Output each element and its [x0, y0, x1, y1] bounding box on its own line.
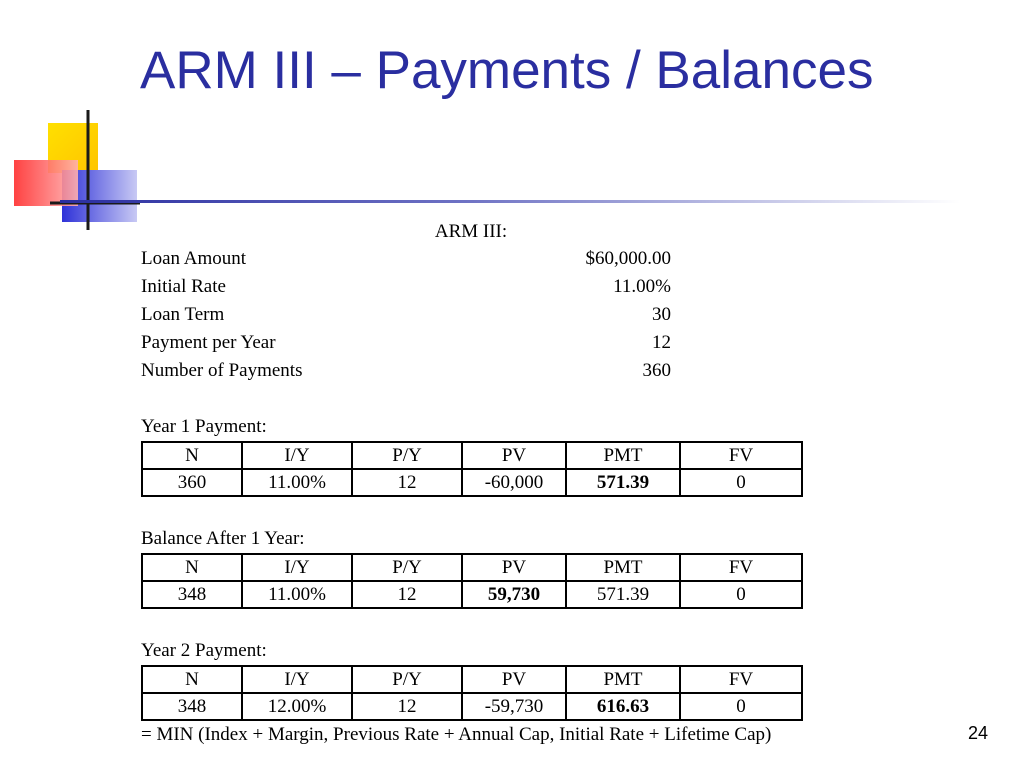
decorative-squares-logo — [0, 0, 140, 230]
loan-value: 30 — [652, 304, 671, 325]
loan-row-number-of-payments — [141, 357, 671, 385]
value-cell: -60,000 — [462, 469, 566, 496]
header-cell: P/Y — [352, 666, 462, 693]
title-divider — [60, 200, 960, 203]
loan-value: 360 — [642, 360, 671, 381]
tvm-table-balance — [141, 553, 803, 609]
loan-heading: ARM III: — [434, 221, 508, 242]
header-cell: FV — [680, 666, 802, 693]
header-cell: FV — [680, 442, 802, 469]
value-cell: 360 — [142, 469, 242, 496]
loan-row-term — [141, 301, 671, 329]
header-cell: PV — [462, 666, 566, 693]
header-cell: N — [142, 666, 242, 693]
header-cell: I/Y — [242, 666, 352, 693]
header-cell: PMT — [566, 554, 680, 581]
header-cell: PMT — [566, 666, 680, 693]
page-number: 24 — [968, 723, 989, 743]
loan-label: Number of Payments — [141, 360, 303, 381]
header-cell: N — [142, 442, 242, 469]
header-cell: I/Y — [242, 554, 352, 581]
value-cell: 348 — [142, 581, 242, 608]
header-cell: PV — [462, 442, 566, 469]
slide-title: ARM III – Payments / Balances — [140, 41, 874, 100]
table-header-row — [142, 554, 802, 581]
value-cell: -59,730 — [462, 693, 566, 720]
header-cell: PV — [462, 554, 566, 581]
loan-label: Loan Amount — [141, 248, 247, 269]
table-header-row — [142, 442, 802, 469]
spacer — [141, 609, 801, 637]
value-cell: 0 — [680, 469, 802, 496]
table-row — [142, 693, 802, 720]
loan-label: Payment per Year — [141, 332, 276, 353]
loan-row-payments-per-year — [141, 329, 671, 357]
value-cell: 11.00% — [242, 581, 352, 608]
value-cell: 11.00% — [242, 469, 352, 496]
value-cell: 12.00% — [242, 693, 352, 720]
value-cell: 571.39 — [566, 581, 680, 608]
loan-label: Loan Term — [141, 304, 225, 325]
loan-label: Initial Rate — [141, 276, 226, 297]
table-row — [142, 581, 802, 608]
header-cell: FV — [680, 554, 802, 581]
loan-row-rate — [141, 273, 671, 301]
table-header-row — [142, 666, 802, 693]
header-cell: P/Y — [352, 442, 462, 469]
header-cell: PMT — [566, 442, 680, 469]
spacer — [141, 497, 801, 525]
loan-value: $60,000.00 — [585, 248, 671, 269]
loan-value: 12 — [652, 332, 671, 353]
value-cell-highlighted: 571.39 — [566, 469, 680, 496]
value-cell: 348 — [142, 693, 242, 720]
section-label-year1: Year 1 Payment: — [141, 416, 267, 437]
loan-row-amount — [141, 245, 671, 273]
spacer — [141, 385, 801, 413]
slide-content — [141, 218, 801, 749]
value-cell-highlighted: 59,730 — [462, 581, 566, 608]
value-cell: 0 — [680, 581, 802, 608]
tvm-table-year2 — [141, 665, 803, 721]
section-label-balance: Balance After 1 Year: — [141, 528, 305, 549]
decorative-squares-graphic — [0, 0, 140, 230]
value-cell: 12 — [352, 693, 462, 720]
header-cell: N — [142, 554, 242, 581]
tvm-table-year1 — [141, 441, 803, 497]
table-row — [142, 469, 802, 496]
loan-value: 11.00% — [613, 276, 671, 297]
header-cell: I/Y — [242, 442, 352, 469]
header-cell: P/Y — [352, 554, 462, 581]
formula-note: = MIN (Index + Margin, Previous Rate + Annual Cap, Initial Rate + Lifetime Cap) — [141, 724, 772, 745]
value-cell: 12 — [352, 581, 462, 608]
value-cell: 0 — [680, 693, 802, 720]
value-cell: 12 — [352, 469, 462, 496]
value-cell-highlighted: 616.63 — [566, 693, 680, 720]
section-label-year2: Year 2 Payment: — [141, 640, 267, 661]
